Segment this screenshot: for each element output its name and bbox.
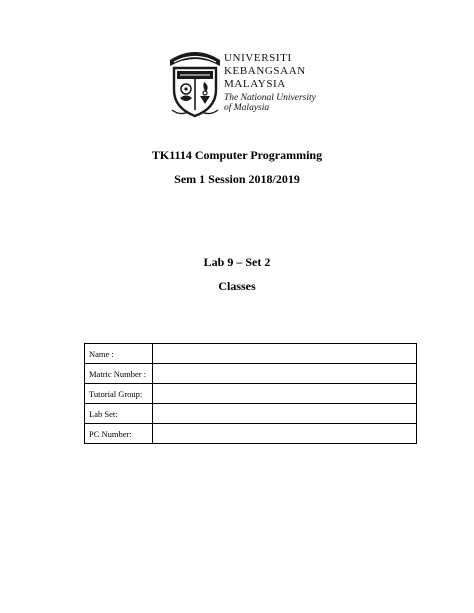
matric-number-label: Matric Number :: [85, 364, 153, 384]
logo-tagline-line-2: of Malaysia: [224, 103, 270, 113]
name-field[interactable]: [153, 344, 417, 364]
pc-number-label: PC Number:: [85, 424, 153, 444]
lab-title: Lab 9 – Set 2: [203, 255, 271, 269]
matric-number-field[interactable]: [153, 364, 417, 384]
logo-name-line-2: KEBANGSAAN: [224, 65, 306, 77]
ukm-crest-icon: [166, 46, 224, 120]
table-row: [85, 384, 417, 404]
name-label: Name :: [85, 344, 153, 364]
student-info-table: [84, 343, 417, 444]
university-name: [224, 52, 319, 113]
table-row: [85, 404, 417, 424]
table-row: [85, 424, 417, 444]
pc-number-field[interactable]: [153, 424, 417, 444]
topic-title: Classes: [218, 279, 256, 293]
tutorial-group-field[interactable]: [153, 384, 417, 404]
logo-name-line-3: MALAYSIA: [224, 78, 286, 90]
table-row: [85, 344, 417, 364]
logo-name-line-1: UNIVERSITI: [224, 52, 292, 64]
lab-set-field[interactable]: [153, 404, 417, 424]
course-title: TK1114 Computer Programming: [151, 148, 323, 162]
university-logo: [166, 46, 316, 126]
tutorial-group-label: Tutorial Group:: [85, 384, 153, 404]
logo-tagline-line-1: The National University: [224, 93, 316, 103]
lab-set-label: Lab Set:: [85, 404, 153, 424]
table-row: [85, 364, 417, 384]
session-title: Sem 1 Session 2018/2019: [174, 172, 300, 186]
